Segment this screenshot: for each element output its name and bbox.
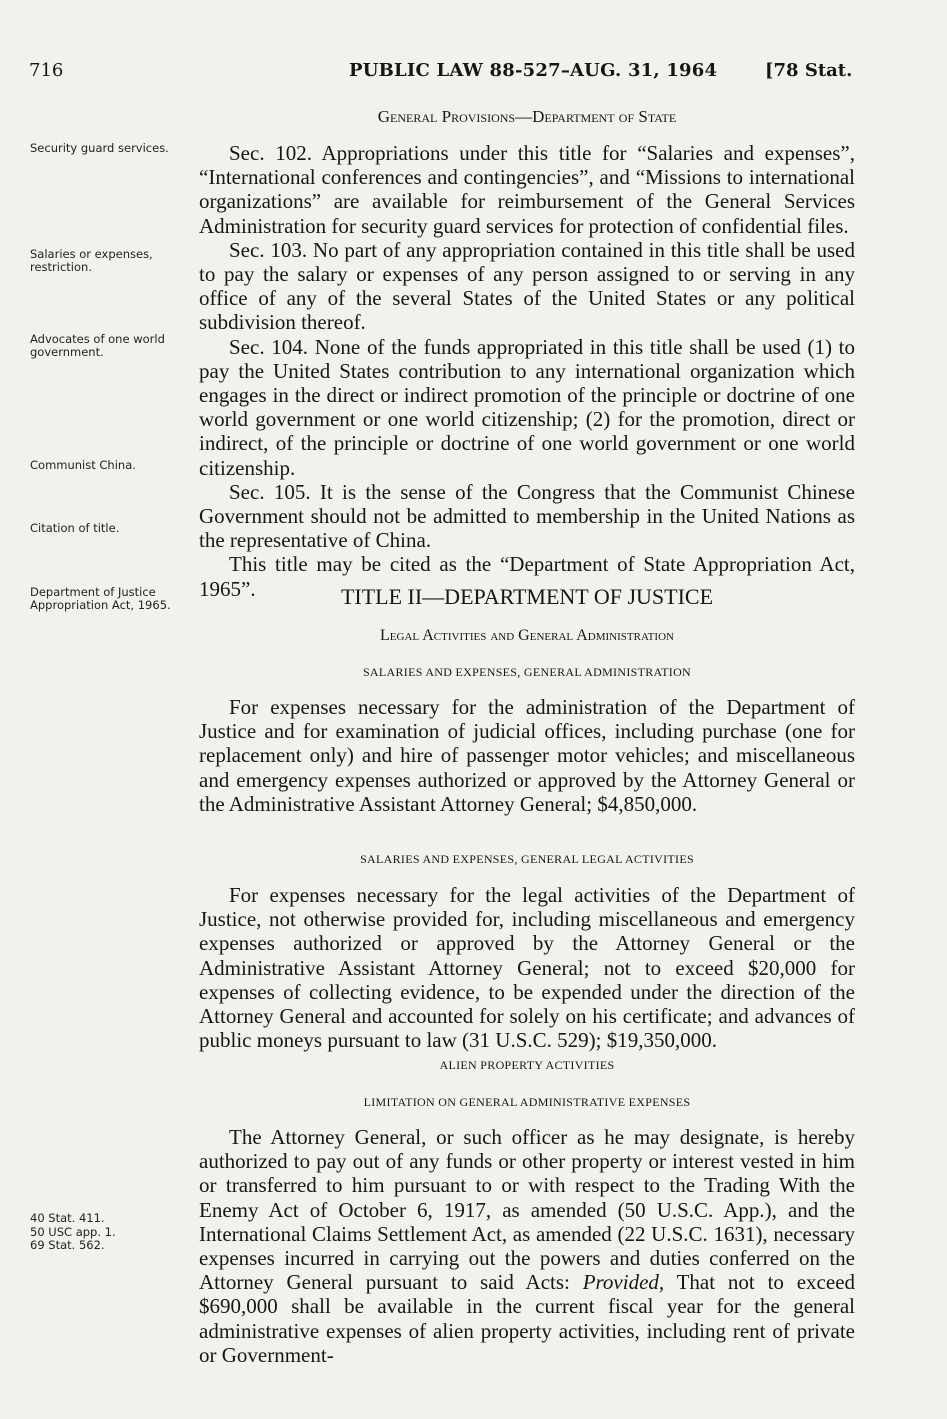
ref-line: 40 Stat. 411. — [30, 1211, 105, 1225]
section-104: Sec. 104. None of the funds appropriated in this title shall be used (1) to pay the United States contribution to any international organization which engages in the direct or indirect promotion of the principle or doctrine of one world government or one world citizenship; (2) for the promotion, direct or indirect, of the principle or doctrine of one world government or one world citizenship. — [199, 334, 855, 480]
limitation-heading: LIMITATION ON GENERAL ADMINISTRATIVE EXPENSES — [363, 1095, 691, 1109]
statute-reference: [78 Stat. — [765, 60, 853, 81]
margin-note-citation: Citation of title. — [30, 521, 120, 535]
ref-line: 50 USC app. 1. — [30, 1224, 116, 1239]
page-number: 716 — [29, 60, 64, 81]
general-legal-body — [199, 883, 855, 1052]
section-103: Sec. 103. No part of any appropriation contained in this title shall be used to pay the salary or expenses of any person assigned to or serving in any office of any of the several States of the United States or any political subdivision thereof. — [199, 237, 855, 335]
margin-note-security: Security guard services. — [30, 141, 169, 155]
section-105: Sec. 105. It is the sense of the Congress that the Communist Chinese Government should not be admitted to membership in the United Nations as the representative of China. — [199, 479, 855, 553]
alien-text-start: The Attorney General, or such officer as he may designate, is hereby authorized to pay out of any funds or other property or interest vested in him or transferred to him pursuant to or with respect to the Trading With the Enemy Act of October 6, 1917, as amended (50 U.S.C. App.), and the International Claims Settlement Act, as amended (22 U.S.C. 1631), necessary expenses incurred in carrying out the powers and duties conferred on the Attorney General pursuant to said Acts: — [199, 1125, 855, 1295]
section-102: Sec. 102. Appropriations under this title for “Salaries and expenses”, “International conferences and contingencies”, and “Missions to international organizations” are available for reimbursement of the General Services Administration for security guard services for protection of confidential files. — [199, 141, 855, 238]
general-legal-paragraph: For expenses necessary for the legal activities of the Department of Justice, not otherwise provided for, including miscellaneous and emergency expenses authorized or approved by the Attorney General or the Administrative Assistant Attorney General; not to exceed $20,000 for expenses of collecting evidence, to be expended under the direction of the Attorney General and accounted for solely on his certificate; and advances of public moneys pursuant to law (31 U.S.C. 529); $19,350,000. — [199, 883, 855, 1053]
general-provisions-heading: General Provisions—Department of State — [377, 107, 677, 126]
alien-text-end: That not to exceed $690,000 shall be available in the current fiscal year for the general administrative expenses of alien property activities, including rent of private or Government- — [199, 1270, 856, 1367]
running-title: PUBLIC LAW 88-527–AUG. 31, 1964 — [349, 60, 718, 81]
margin-note-refs — [30, 1212, 180, 1253]
provided-word: Provided, — [582, 1270, 665, 1295]
margin-note-communist: Communist China. — [30, 458, 136, 472]
state-provisions — [199, 141, 855, 601]
margin-note-salaries: Salaries or expenses, restriction. — [30, 247, 153, 274]
margin-note-doj: Department of Justice Appropriation Act, 1965. — [30, 585, 171, 612]
citation-paragraph: This title may be cited as the “Department of State Appropriation Act, 1965”. — [199, 552, 855, 601]
sub-heading-general-legal: SALARIES AND EXPENSES, GENERAL LEGAL ACTIVITIES — [360, 852, 694, 866]
margin-note-advocates: Advocates of one world government. — [30, 332, 165, 359]
sub-heading-general-administration: SALARIES AND EXPENSES, GENERAL ADMINISTRATION — [362, 665, 692, 679]
page-header — [0, 60, 947, 84]
general-administration-paragraph: For expenses necessary for the administration of the Department of Justice and for examination of judicial offices, including purchase (one for replacement only) and hire of passenger motor vehicles; and miscellaneous and emergency expenses authorized or approved by the Attorney General or the Administrative Assistant Attorney General; $4,850,000. — [199, 695, 855, 816]
alien-property-heading: ALIEN PROPERTY ACTIVITIES — [439, 1058, 615, 1072]
alien-property-paragraph — [199, 1125, 855, 1367]
title-ii-heading: TITLE II—DEPARTMENT OF JUSTICE — [340, 584, 714, 609]
legal-activities-heading: Legal Activities and General Administration — [380, 627, 674, 644]
general-administration-body — [199, 695, 855, 816]
ref-line: 69 Stat. 562. — [30, 1238, 105, 1252]
alien-property-body — [199, 1125, 855, 1367]
